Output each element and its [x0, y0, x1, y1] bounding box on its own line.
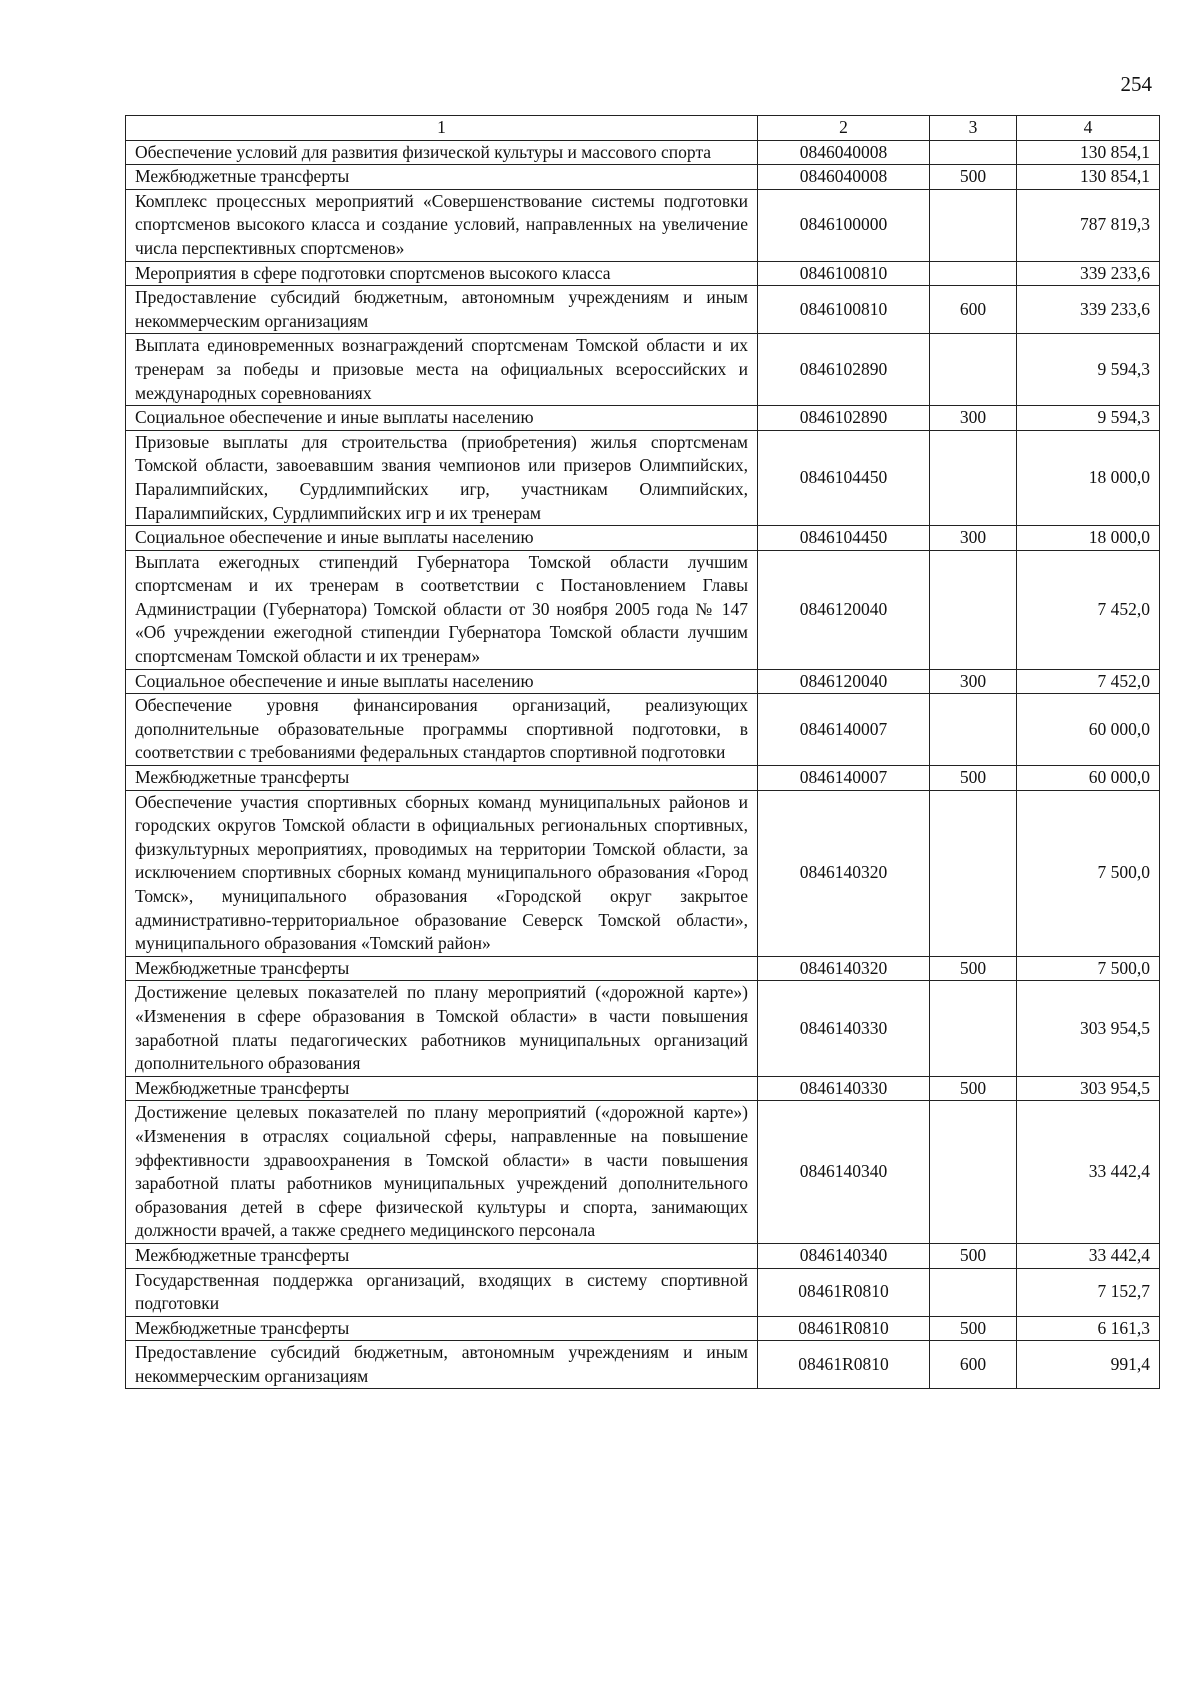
- row-name: Социальное обеспечение и иные выплаты населению: [126, 406, 758, 431]
- row-expense-type: 600: [930, 1341, 1017, 1389]
- row-expense-type: [930, 430, 1017, 525]
- row-expense-type: 500: [930, 1316, 1017, 1341]
- row-expense-type: 500: [930, 165, 1017, 190]
- row-name: Достижение целевых показателей по плану мероприятий («дорожной карте») «Изменения в сфере образования в Томской области» в части повышения заработной платы педагогических работников муниципальных организаций дополнительного образования: [126, 981, 758, 1076]
- row-amount: 60 000,0: [1017, 766, 1160, 791]
- row-code: 08461R0810: [758, 1341, 930, 1389]
- row-name: Межбюджетные трансферты: [126, 956, 758, 981]
- row-code: 08461R0810: [758, 1316, 930, 1341]
- table-row: [126, 1076, 1160, 1101]
- column-header-3: 3: [930, 116, 1017, 141]
- row-expense-type: [930, 140, 1017, 165]
- row-code: 0846100810: [758, 261, 930, 286]
- row-amount: 18 000,0: [1017, 430, 1160, 525]
- row-expense-type: 500: [930, 1243, 1017, 1268]
- row-expense-type: 300: [930, 669, 1017, 694]
- row-name: Межбюджетные трансферты: [126, 766, 758, 791]
- row-code: 08461R0810: [758, 1268, 930, 1316]
- row-amount: 991,4: [1017, 1341, 1160, 1389]
- row-expense-type: 500: [930, 766, 1017, 791]
- row-code: 0846120040: [758, 669, 930, 694]
- row-expense-type: [930, 694, 1017, 766]
- row-expense-type: 600: [930, 286, 1017, 334]
- page-number: 254: [1120, 72, 1152, 96]
- row-amount: 7 500,0: [1017, 956, 1160, 981]
- table-row: [126, 790, 1160, 956]
- table-row: [126, 956, 1160, 981]
- row-code: 0846140320: [758, 790, 930, 956]
- table-row: [126, 140, 1160, 165]
- row-code: 0846102890: [758, 334, 930, 406]
- table-row: [126, 550, 1160, 669]
- table-row: [126, 526, 1160, 551]
- row-code: 0846102890: [758, 406, 930, 431]
- table-row: [126, 189, 1160, 261]
- row-amount: 7 152,7: [1017, 1268, 1160, 1316]
- row-code: 0846104450: [758, 526, 930, 551]
- row-expense-type: [930, 1268, 1017, 1316]
- row-name: Обеспечение условий для развития физической культуры и массового спорта: [126, 140, 758, 165]
- row-expense-type: [930, 189, 1017, 261]
- table-row: [126, 1243, 1160, 1268]
- row-name: Социальное обеспечение и иные выплаты населению: [126, 526, 758, 551]
- row-expense-type: 500: [930, 956, 1017, 981]
- row-amount: 6 161,3: [1017, 1316, 1160, 1341]
- row-code: 0846100000: [758, 189, 930, 261]
- row-amount: 33 442,4: [1017, 1101, 1160, 1244]
- row-name: Достижение целевых показателей по плану мероприятий («дорожной карте») «Изменения в отраслях социальной сферы, направленные на повышение эффективности здравоохранения в Томской области» в части повышения заработной платы работников муниципальных учреждений дополнительного образования детей в сфере физической культуры и спорта, занимающих должности врачей, а также среднего медицинского персонала: [126, 1101, 758, 1244]
- row-amount: 339 233,6: [1017, 261, 1160, 286]
- table-row: [126, 766, 1160, 791]
- row-amount: 339 233,6: [1017, 286, 1160, 334]
- row-code: 0846040008: [758, 165, 930, 190]
- table-row: [126, 1101, 1160, 1244]
- row-amount: 7 500,0: [1017, 790, 1160, 956]
- row-name: Обеспечение уровня финансирования организаций, реализующих дополнительные образовательные программы спортивной подготовки, в соответствии с требованиями федеральных стандартов спортивной подготовки: [126, 694, 758, 766]
- budget-table: [125, 115, 1160, 1389]
- row-name: Обеспечение участия спортивных сборных команд муниципальных районов и городских округов Томской области в официальных региональных спортивных, физкультурных мероприятиях, проводимых на территории Томской области, за исключением спортивных сборных команд муниципального образования «Город Томск», муниципального образования «Городской округ закрытое административно-территориальное образование Северск Томской области», муниципального образования «Томский район»: [126, 790, 758, 956]
- row-amount: 9 594,3: [1017, 406, 1160, 431]
- row-name: Межбюджетные трансферты: [126, 1243, 758, 1268]
- row-amount: 60 000,0: [1017, 694, 1160, 766]
- row-code: 0846140340: [758, 1243, 930, 1268]
- row-expense-type: [930, 1101, 1017, 1244]
- row-expense-type: [930, 790, 1017, 956]
- row-expense-type: 300: [930, 406, 1017, 431]
- column-header-1: 1: [126, 116, 758, 141]
- row-amount: 303 954,5: [1017, 1076, 1160, 1101]
- row-amount: 130 854,1: [1017, 165, 1160, 190]
- row-code: 0846140330: [758, 981, 930, 1076]
- row-name: Выплата единовременных вознаграждений спортсменам Томской области и их тренерам за победы и призовые места на официальных всероссийских и международных соревнованиях: [126, 334, 758, 406]
- table-row: [126, 1316, 1160, 1341]
- row-code: 0846104450: [758, 430, 930, 525]
- row-name: Предоставление субсидий бюджетным, автономным учреждениям и иным некоммерческим организациям: [126, 286, 758, 334]
- row-code: 0846140007: [758, 766, 930, 791]
- table-row: [126, 430, 1160, 525]
- row-name: Призовые выплаты для строительства (приобретения) жилья спортсменам Томской области, завоевавшим звания чемпионов или призеров Олимпийских, Паралимпийских, Сурдлимпийских игр, участникам Олимпийских, Паралимпийских, Сурдлимпийских игр и их тренерам: [126, 430, 758, 525]
- row-amount: 18 000,0: [1017, 526, 1160, 551]
- row-amount: 33 442,4: [1017, 1243, 1160, 1268]
- row-code: 0846140340: [758, 1101, 930, 1244]
- row-code: 0846140320: [758, 956, 930, 981]
- row-amount: 787 819,3: [1017, 189, 1160, 261]
- row-expense-type: [930, 550, 1017, 669]
- row-code: 0846100810: [758, 286, 930, 334]
- column-header-2: 2: [758, 116, 930, 141]
- row-code: 0846140007: [758, 694, 930, 766]
- table-row: [126, 669, 1160, 694]
- row-name: Межбюджетные трансферты: [126, 1316, 758, 1341]
- row-expense-type: [930, 981, 1017, 1076]
- row-amount: 9 594,3: [1017, 334, 1160, 406]
- row-amount: 7 452,0: [1017, 669, 1160, 694]
- table-row: [126, 694, 1160, 766]
- column-header-4: 4: [1017, 116, 1160, 141]
- row-name: Межбюджетные трансферты: [126, 1076, 758, 1101]
- table-row: [126, 1268, 1160, 1316]
- row-code: 0846140330: [758, 1076, 930, 1101]
- row-expense-type: [930, 334, 1017, 406]
- table-row: [126, 334, 1160, 406]
- table-row: [126, 981, 1160, 1076]
- table-row: [126, 1341, 1160, 1389]
- row-name: Выплата ежегодных стипендий Губернатора Томской области лучшим спортсменам и их тренерам в соответствии с Постановлением Главы Администрации (Губернатора) Томской области от 30 ноября 2005 года № 147 «Об учреждении ежегодной стипендии Губернатора Томской области лучшим спортсменам Томской области и их тренерам»: [126, 550, 758, 669]
- row-name: Комплекс процессных мероприятий «Совершенствование системы подготовки спортсменов высокого класса и создание условий, направленных на увеличение числа перспективных спортсменов»: [126, 189, 758, 261]
- row-name: Социальное обеспечение и иные выплаты населению: [126, 669, 758, 694]
- row-amount: 7 452,0: [1017, 550, 1160, 669]
- table-row: [126, 406, 1160, 431]
- row-amount: 303 954,5: [1017, 981, 1160, 1076]
- table-header-row: [126, 116, 1160, 141]
- row-name: Межбюджетные трансферты: [126, 165, 758, 190]
- row-expense-type: 500: [930, 1076, 1017, 1101]
- row-name: Предоставление субсидий бюджетным, автономным учреждениям и иным некоммерческим организациям: [126, 1341, 758, 1389]
- row-expense-type: 300: [930, 526, 1017, 551]
- row-name: Мероприятия в сфере подготовки спортсменов высокого класса: [126, 261, 758, 286]
- row-amount: 130 854,1: [1017, 140, 1160, 165]
- row-expense-type: [930, 261, 1017, 286]
- table-row: [126, 286, 1160, 334]
- row-name: Государственная поддержка организаций, входящих в систему спортивной подготовки: [126, 1268, 758, 1316]
- table-row: [126, 165, 1160, 190]
- table-row: [126, 261, 1160, 286]
- row-code: 0846040008: [758, 140, 930, 165]
- row-code: 0846120040: [758, 550, 930, 669]
